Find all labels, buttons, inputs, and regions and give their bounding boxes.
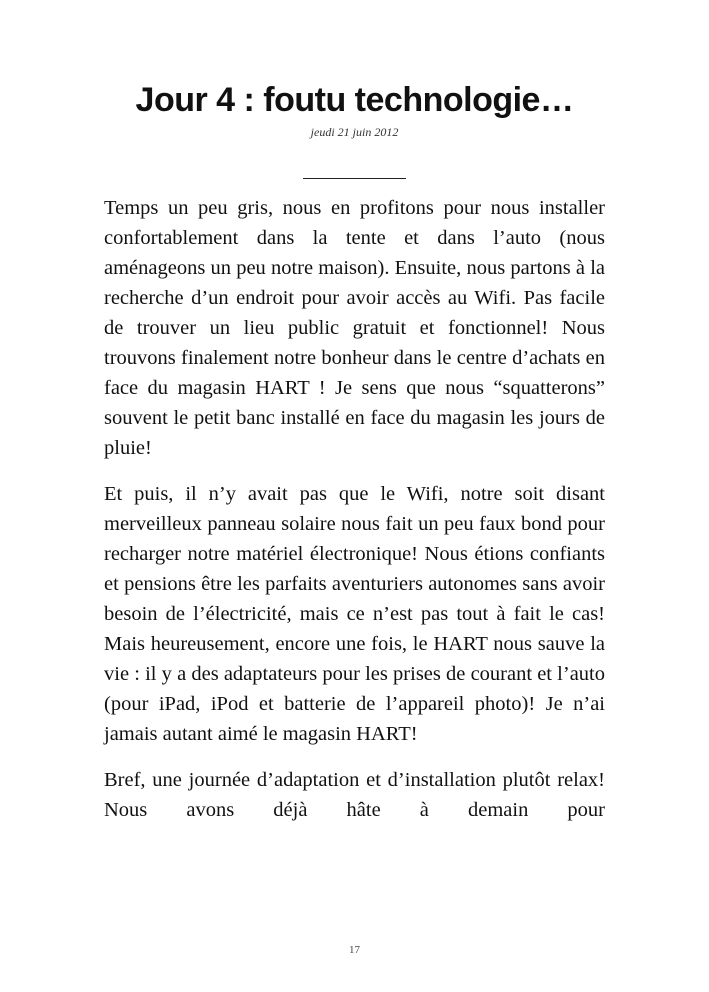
page-title: Jour 4 : foutu technologie… (135, 81, 574, 119)
entry-date: jeudi 21 juin 2012 (310, 125, 399, 139)
paragraph-1: Temps un peu gris, nous en profitons pour nous installer confortablement dans la tente et dans l’auto (nous aménageons un peu notre maison). Ensuite, nous partons à la recherche d’un endroit pour avoir accès au Wifi. Pas facile de trouver un lieu public gratuit et fonctionnel! Nous trouvons finalement notre bonheur dans le centre d’achats en face du magasin HART ! Je sens que nous “squatterons” souvent le petit banc installé en face du magasin les jours de pluie! (104, 197, 605, 459)
body-text (104, 193, 605, 825)
paragraph-2: Et puis, il n’y avait pas que le Wifi, notre soit disant merveilleux panneau solaire nous fait un peu faux bond pour recharger notre matériel électronique! Nous étions confiants et pensions être les parfaits aventuriers autonomes sans avoir besoin de l’électricité, mais ce n’est pas tout à fait le cas! Mais heureusement, encore une fois, le HART nous sauve la vie : il y a des adaptateurs pour les prises de courant et l’auto (pour iPad, iPod et batterie de l’appareil photo)! Je n’ai jamais autant aimé le magasin HART! (104, 483, 605, 745)
paragraph-3: Bref, une journée d’adaptation et d’installation plutôt relax! Nous avons déjà hâte à demain pour (104, 769, 605, 821)
title-separator (303, 178, 406, 179)
page-number: 17 (349, 944, 360, 956)
